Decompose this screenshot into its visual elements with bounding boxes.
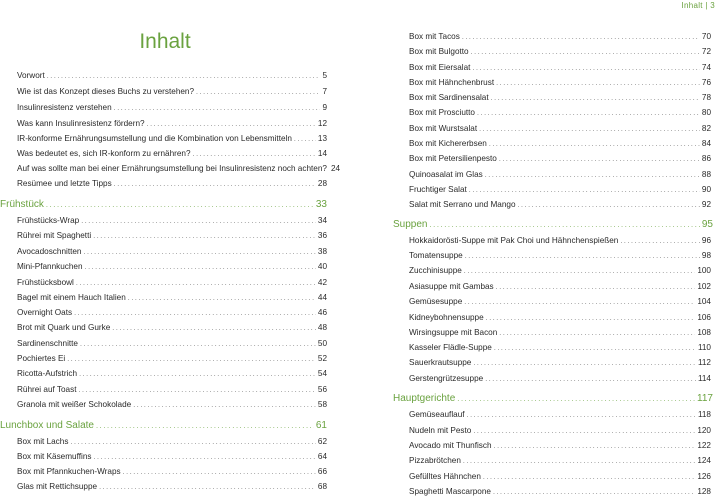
page-number: 66 — [317, 467, 327, 476]
dot-leader — [76, 278, 316, 290]
toc-entry — [409, 77, 711, 89]
toc-entry — [409, 357, 711, 369]
dot-leader — [114, 103, 321, 115]
entry-title: Avocadoschnitten — [17, 247, 82, 256]
toc-entry — [17, 102, 327, 114]
dot-leader — [483, 472, 695, 484]
entry-title: Wirsingsuppe mit Bacon — [409, 328, 498, 337]
toc-entry — [409, 92, 711, 104]
dot-leader — [473, 358, 696, 370]
dot-leader — [464, 266, 696, 278]
page-number: 24 — [330, 164, 341, 173]
toc-entry — [17, 118, 327, 130]
toc-section-heading — [0, 419, 327, 433]
page-number: 114 — [697, 374, 711, 383]
page-number: 68 — [317, 482, 327, 491]
toc-entry — [17, 368, 327, 380]
page-number: 42 — [317, 278, 327, 287]
toc-entry — [409, 265, 711, 277]
page-number: 36 — [317, 231, 327, 240]
dot-leader — [67, 354, 316, 366]
page-number: 126 — [697, 472, 711, 481]
toc-entry — [17, 307, 327, 319]
page-number: 12 — [317, 119, 327, 128]
dot-leader — [496, 78, 700, 90]
running-head: Inhalt | 3 — [681, 1, 715, 10]
page-number: 106 — [697, 313, 711, 322]
toc-entry — [17, 148, 327, 160]
dot-leader — [99, 482, 316, 494]
page-number: 46 — [317, 308, 327, 317]
entry-title: Granola mit weißer Schokolade — [17, 400, 132, 409]
toc-section-heading — [393, 218, 713, 232]
entry-title: Ricotta-Aufstrich — [17, 369, 78, 378]
dot-leader — [80, 339, 316, 351]
entry-title: Box mit Pfannkuchen-Wraps — [17, 467, 121, 476]
toc-entry — [409, 281, 711, 293]
page-number: 95 — [701, 219, 713, 230]
toc-entry — [409, 62, 711, 74]
toc-entry — [409, 327, 711, 339]
page-title: Inhalt — [139, 30, 191, 53]
entry-title: Box mit Hähnchenbrust — [409, 78, 495, 87]
toc-entry — [17, 133, 327, 145]
toc-entry — [17, 466, 327, 478]
dot-leader — [491, 93, 700, 105]
toc-entry — [17, 261, 327, 273]
toc-entry — [17, 163, 341, 175]
dot-leader — [494, 441, 696, 453]
dot-leader — [467, 410, 696, 422]
dot-leader — [46, 198, 314, 212]
entry-title: Gerstengrützesuppe — [409, 374, 484, 383]
page-number: 5 — [322, 71, 327, 80]
page-number: 28 — [317, 179, 327, 188]
dot-leader — [499, 328, 695, 340]
entry-title: Hokkaidorösti-Suppe mit Pak Choi und Hähnchenspießen — [409, 236, 619, 245]
toc-entry — [17, 384, 327, 396]
page-number: 108 — [697, 328, 711, 337]
dot-leader — [479, 124, 700, 136]
page-number: 48 — [317, 323, 327, 332]
entry-title: Kasseler Flädle-Suppe — [409, 343, 492, 352]
toc-entry — [409, 471, 711, 483]
toc-entry — [409, 373, 711, 385]
toc-entry — [17, 215, 327, 227]
toc-entry — [409, 455, 711, 467]
page-number: 14 — [317, 149, 327, 158]
dot-leader — [496, 282, 696, 294]
entry-title: Sauerkrautsuppe — [409, 358, 472, 367]
dot-leader — [128, 293, 316, 305]
toc-entry — [17, 353, 327, 365]
toc-entry — [409, 169, 711, 181]
toc-entry — [409, 199, 711, 211]
entry-title: Tomatensuppe — [409, 251, 463, 260]
entry-title: Brot mit Quark und Gurke — [17, 323, 111, 332]
page-number: 100 — [697, 266, 711, 275]
entry-title: Was bedeutet es, sich IR-konform zu ernähren? — [17, 149, 191, 158]
entry-title: Mini-Pfannkuchen — [17, 262, 83, 271]
entry-title: Gemüseauflauf — [409, 410, 465, 419]
page-number: 44 — [317, 293, 327, 302]
dot-leader — [489, 139, 700, 151]
dot-leader — [147, 119, 316, 131]
entry-title: Rührei mit Spaghetti — [17, 231, 92, 240]
toc-entry — [409, 342, 711, 354]
toc-entry — [409, 31, 711, 43]
entry-title: Zucchinisuppe — [409, 266, 462, 275]
toc-entry — [17, 86, 327, 98]
entry-title: Box mit Bulgotto — [409, 47, 469, 56]
toc-entry — [17, 451, 327, 463]
entry-title: Gefülltes Hähnchen — [409, 472, 481, 481]
dot-leader — [112, 323, 316, 335]
dot-leader — [473, 426, 695, 438]
entry-title: Pochiertes Ei — [17, 354, 66, 363]
dot-leader — [485, 374, 696, 386]
page-number: 74 — [701, 63, 711, 72]
entry-title: Resümee und letzte Tipps — [17, 179, 112, 188]
dot-leader — [469, 185, 700, 197]
page-number: 52 — [317, 354, 327, 363]
dot-leader — [70, 437, 315, 449]
page-number: 34 — [317, 216, 327, 225]
toc-entry — [409, 409, 711, 421]
page-number: 80 — [701, 108, 711, 117]
entry-title: Fruchtiger Salat — [409, 185, 467, 194]
dot-leader — [81, 216, 316, 228]
entry-title: Glas mit Rettichsuppe — [17, 482, 98, 491]
page-number: 110 — [697, 343, 711, 352]
page-number: 92 — [701, 200, 711, 209]
dot-leader — [93, 452, 315, 464]
page-number: 82 — [701, 124, 711, 133]
entry-title: Vorwort — [17, 71, 45, 80]
page-number: 128 — [697, 487, 711, 496]
page-number: 33 — [315, 199, 327, 210]
page-number: 54 — [317, 369, 327, 378]
section-title: Lunchbox und Salate — [0, 420, 94, 431]
entry-title: Avocado mit Thunfisch — [409, 441, 492, 450]
entry-title: Box mit Kichererbsen — [409, 139, 487, 148]
page-number: 84 — [701, 139, 711, 148]
dot-leader — [294, 134, 316, 146]
dot-leader — [78, 385, 315, 397]
dot-leader — [85, 262, 316, 274]
toc-section-heading — [0, 198, 327, 212]
dot-leader — [477, 108, 700, 120]
toc-entry — [17, 230, 327, 242]
page-number: 120 — [697, 426, 711, 435]
toc-entry — [409, 107, 711, 119]
page-number: 96 — [701, 236, 711, 245]
page-number: 7 — [322, 87, 327, 96]
entry-title: Box mit Prosciutto — [409, 108, 475, 117]
entry-title: Bagel mit einem Hauch Italien — [17, 293, 126, 302]
entry-title: Was kann Insulinresistenz fördern? — [17, 119, 145, 128]
entry-title: Overnight Oats — [17, 308, 73, 317]
dot-leader — [499, 154, 700, 166]
toc-entry — [409, 123, 711, 135]
entry-title: Box mit Käsemuffins — [17, 452, 92, 461]
dot-leader — [133, 400, 316, 412]
entry-title: Auf was sollte man bei einer Ernährungsumstellung bei Insulinresistenz noch achten? — [17, 164, 327, 173]
entry-title: Asiasuppe mit Gambas — [409, 282, 494, 291]
dot-leader — [193, 149, 316, 161]
dot-leader — [462, 32, 700, 44]
page-number: 88 — [701, 170, 711, 179]
toc-entry — [409, 138, 711, 150]
toc-entry — [17, 292, 327, 304]
entry-title: Box mit Petersilienpesto — [409, 154, 497, 163]
page-number: 122 — [697, 441, 711, 450]
entry-title: Box mit Eiersalat — [409, 63, 471, 72]
entry-title: IR-konforme Ernährungsumstellung und die Kombination von Lebensmitteln — [17, 134, 292, 143]
page-number: 124 — [697, 456, 711, 465]
section-title: Hauptgerichte — [393, 393, 456, 404]
entry-title: Kidneybohnensuppe — [409, 313, 484, 322]
page-number: 58 — [317, 400, 327, 409]
entry-title: Spaghetti Mascarpone — [409, 487, 491, 496]
page-number: 9 — [322, 103, 327, 112]
page-number: 62 — [317, 437, 327, 446]
toc-entry — [409, 184, 711, 196]
dot-leader — [47, 71, 321, 83]
dot-leader — [93, 231, 316, 243]
entry-title: Nudeln mit Pesto — [409, 426, 472, 435]
page-number: 61 — [315, 420, 327, 431]
entry-title: Box mit Tacos — [409, 32, 460, 41]
dot-leader — [457, 392, 695, 406]
section-title: Suppen — [393, 219, 428, 230]
dot-leader — [96, 419, 314, 433]
page-number: 56 — [317, 385, 327, 394]
toc-entry — [17, 246, 327, 258]
entry-title: Quinoasalat im Glas — [409, 170, 483, 179]
dot-leader — [429, 218, 699, 232]
toc-entry — [17, 481, 327, 493]
toc-entry — [409, 250, 711, 262]
toc-entry — [17, 322, 327, 334]
toc-entry — [409, 153, 711, 165]
entry-title: Rührei auf Toast — [17, 385, 77, 394]
entry-title: Insulinresistenz verstehen — [17, 103, 112, 112]
page-number: 40 — [317, 262, 327, 271]
page-number: 72 — [701, 47, 711, 56]
toc-entry — [409, 486, 711, 498]
dot-leader — [485, 170, 700, 182]
entry-title: Sardinenschnitte — [17, 339, 78, 348]
page-number: 118 — [697, 410, 711, 419]
entry-title: Box mit Wurstsalat — [409, 124, 478, 133]
entry-title: Frühstücks-Wrap — [17, 216, 80, 225]
page-number: 38 — [317, 247, 327, 256]
toc-entry — [17, 70, 327, 82]
toc-entry — [409, 312, 711, 324]
dot-leader — [518, 200, 700, 212]
entry-title: Box mit Sardinensalat — [409, 93, 489, 102]
dot-leader — [196, 87, 320, 99]
toc-entry — [409, 46, 711, 58]
dot-leader — [464, 297, 695, 309]
dot-leader — [465, 251, 700, 263]
dot-leader — [114, 179, 316, 191]
toc-section-heading — [393, 392, 713, 406]
toc-entry — [409, 440, 711, 452]
page-number: 76 — [701, 78, 711, 87]
dot-leader — [123, 467, 316, 479]
dot-leader — [472, 63, 699, 75]
toc-entry — [17, 277, 327, 289]
page-number: 13 — [317, 134, 327, 143]
entry-title: Salat mit Serrano und Mango — [409, 200, 516, 209]
toc-entry — [409, 235, 711, 247]
entry-title: Wie ist das Konzept dieses Buchs zu verstehen? — [17, 87, 195, 96]
toc-entry — [409, 425, 711, 437]
dot-leader — [620, 236, 700, 248]
dot-leader — [83, 247, 315, 259]
entry-title: Box mit Lachs — [17, 437, 69, 446]
toc-entry — [17, 338, 327, 350]
entry-title: Pizzabrötchen — [409, 456, 461, 465]
toc-entry — [17, 399, 327, 411]
page-number: 50 — [317, 339, 327, 348]
page-number: 86 — [701, 154, 711, 163]
page-number: 102 — [697, 282, 711, 291]
dot-leader — [79, 369, 316, 381]
dot-leader — [493, 487, 695, 499]
page-number: 104 — [697, 297, 711, 306]
dot-leader — [486, 313, 696, 325]
page-number: 90 — [701, 185, 711, 194]
dot-leader — [471, 47, 700, 59]
entry-title: Frühstücksbowl — [17, 278, 74, 287]
page-number: 112 — [697, 358, 711, 367]
page-number: 98 — [701, 251, 711, 260]
dot-leader — [463, 456, 695, 468]
page-number: 70 — [701, 32, 711, 41]
toc-entry — [409, 296, 711, 308]
page-number: 78 — [701, 93, 711, 102]
section-title: Frühstück — [0, 199, 44, 210]
dot-leader — [494, 343, 696, 355]
toc-entry — [17, 178, 327, 190]
toc-entry — [17, 436, 327, 448]
entry-title: Gemüsesuppe — [409, 297, 463, 306]
dot-leader — [74, 308, 316, 320]
page-number: 117 — [697, 393, 713, 404]
page-number: 64 — [317, 452, 327, 461]
